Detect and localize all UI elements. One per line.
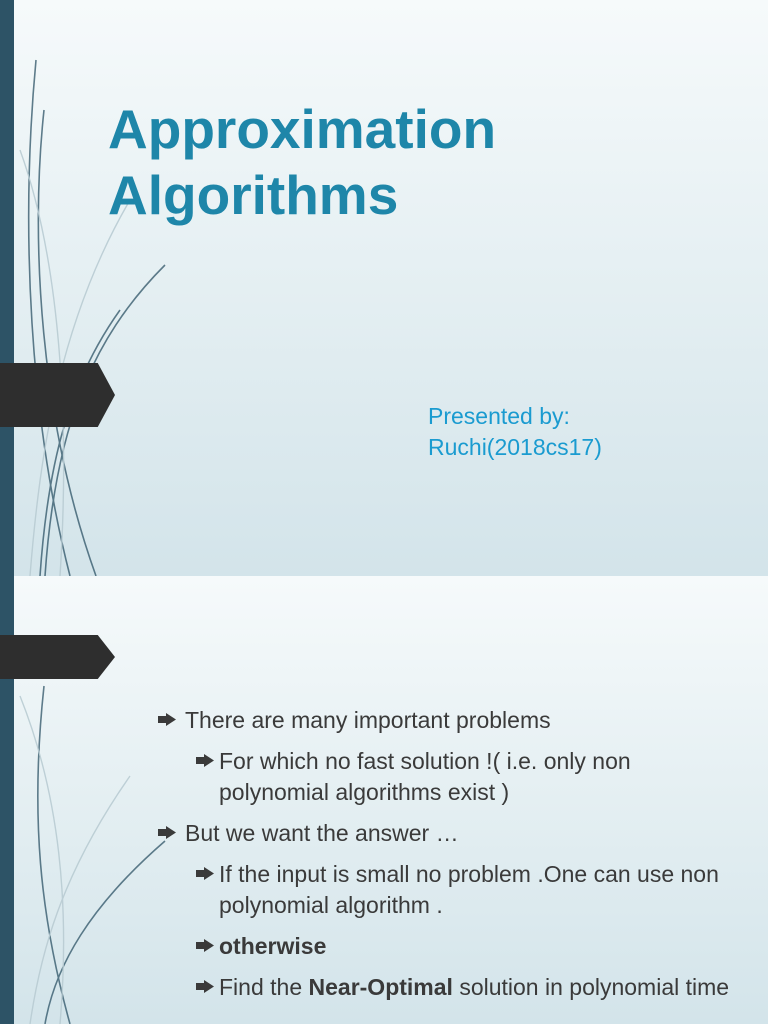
bullet-text: But we want the answer … (185, 820, 459, 846)
arrow-bullet-icon (196, 980, 214, 993)
bullet-item (196, 931, 738, 962)
slide-title (108, 96, 496, 228)
presenter-name: Ruchi(2018cs17) (428, 434, 602, 460)
bullet-text: If the input is small no problem .One can use non polynomial algorithm . (219, 861, 719, 918)
bullet-item (158, 818, 738, 849)
arrow-bullet-icon (158, 826, 176, 839)
bullet-item (158, 705, 738, 736)
bullet-text: otherwise (219, 933, 327, 959)
bullet-text-pre: Find the (219, 974, 309, 1000)
arrow-tab (0, 635, 115, 679)
content-slide (0, 576, 768, 1024)
presenter-block (428, 401, 602, 463)
arrow-bullet-icon (158, 713, 176, 726)
decorative-swirl-lines (0, 0, 200, 576)
title-line-2: Algorithms (108, 164, 399, 226)
bullet-text: There are many important problems (185, 707, 551, 733)
bullet-item (196, 972, 738, 1003)
arrow-bullet-icon (196, 939, 214, 952)
title-line-1: Approximation (108, 98, 497, 160)
arrow-tab (0, 363, 115, 427)
bullet-text-bold: Near-Optimal (308, 974, 453, 1000)
bullet-text: For which no fast solution !( i.e. only non polynomial algorithms exist ) (219, 748, 631, 805)
arrow-bullet-icon (196, 754, 214, 767)
bullet-text-post: solution in polynomial time (452, 974, 730, 1000)
bullet-item (196, 746, 738, 808)
bullet-item (196, 859, 738, 921)
presenter-label: Presented by: (428, 403, 570, 429)
arrow-bullet-icon (196, 867, 214, 880)
bullet-list (158, 705, 738, 1013)
